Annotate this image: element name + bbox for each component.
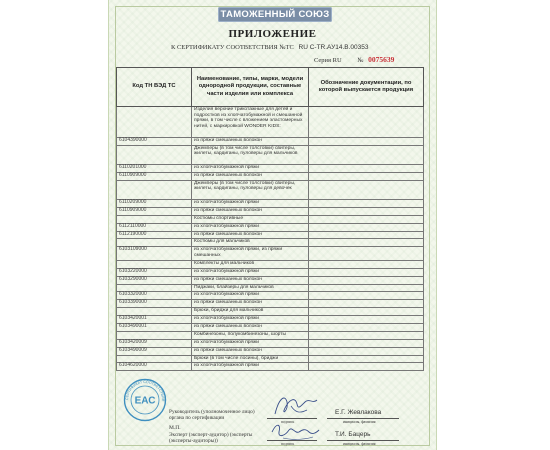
row-product-name: Комплекты для мальчиков — [192, 260, 309, 268]
row-documentation — [309, 300, 424, 308]
head-signature — [271, 392, 321, 420]
series-label: Серия RU — [314, 57, 342, 64]
row-code — [117, 107, 192, 138]
table-row — [117, 172, 424, 180]
row-product-name: из пряжи смешанных волокон — [192, 172, 309, 180]
series-line — [314, 55, 394, 64]
row-documentation — [309, 207, 424, 215]
row-documentation — [309, 363, 424, 371]
table-row — [117, 355, 424, 363]
table-row — [117, 145, 424, 164]
seal-center-text: ЕАС — [134, 395, 156, 407]
row-code: 6103290000 — [117, 276, 192, 284]
row-product-name: из пряжи смешанных волокон — [192, 347, 309, 355]
certificate-number: RU C-TR.АУ14.В.00353 — [298, 44, 369, 51]
row-code: 6103490001 — [117, 324, 192, 332]
customs-union-banner: ТАМОЖЕННЫЙ СОЮЗ — [218, 7, 332, 22]
row-code: 6103420009 — [117, 339, 192, 347]
seal-ring-text: СЕРТИФИКАТ СООТВЕТСТВИЯ — [124, 379, 166, 402]
row-product-name: из хлопчатобумажной пряжи — [192, 363, 309, 371]
row-documentation — [309, 284, 424, 292]
row-code: 6104390000 — [117, 137, 192, 145]
row-code: 6104620000 — [117, 363, 192, 371]
table-row — [117, 215, 424, 223]
row-documentation — [309, 172, 424, 180]
table-row — [117, 324, 424, 332]
table-row — [117, 231, 424, 239]
row-code: 6103420001 — [117, 316, 192, 324]
head-name-caption: инициалы, фамилия — [343, 420, 376, 424]
table-row — [117, 180, 424, 199]
table-row — [117, 137, 424, 145]
row-product-name: Пиджаки, блайзеры для мальчиков — [192, 284, 309, 292]
row-documentation — [309, 231, 424, 239]
row-product-name: Костюмы для мальчиков — [192, 239, 309, 247]
table-row — [117, 239, 424, 247]
row-product-name: из хлопчатобумажной пряжи — [192, 316, 309, 324]
table-row — [117, 164, 424, 172]
table-row — [117, 107, 424, 138]
table-row — [117, 207, 424, 215]
row-code: 6103109000 — [117, 247, 192, 261]
table-row — [117, 276, 424, 284]
table-row — [117, 363, 424, 371]
row-product-name: из хлопчатобумажной пряжи — [192, 164, 309, 172]
row-documentation — [309, 107, 424, 138]
head-signature-caption: подпись — [281, 420, 295, 424]
row-documentation — [309, 239, 424, 247]
row-product-name: из хлопчатобумажной пряжи — [192, 223, 309, 231]
table-header-row — [117, 68, 424, 107]
table-row — [117, 260, 424, 268]
row-documentation — [309, 331, 424, 339]
row-product-name: из хлопчатобумажной пряжи — [192, 199, 309, 207]
header-doc: Обозначение документации, по которой выпускается продукция — [309, 68, 424, 107]
row-documentation — [309, 164, 424, 172]
row-product-name: из пряжи смешанных волокон — [192, 300, 309, 308]
row-code: 6103490009 — [117, 347, 192, 355]
row-product-name: Джемперы (в том числе толстовки) свитеры, жилеты, кардиганы, пуловеры для девочек — [192, 180, 309, 199]
row-product-name: из пряжи смешанных волокон — [192, 324, 309, 332]
row-documentation — [309, 268, 424, 276]
row-code — [117, 180, 192, 199]
row-product-name: из хлопчатобумажной пряжи — [192, 339, 309, 347]
table-row — [117, 347, 424, 355]
expert-signature-caption: подпись — [281, 442, 295, 446]
eac-seal — [123, 378, 167, 422]
row-documentation — [309, 223, 424, 231]
row-documentation — [309, 292, 424, 300]
table-row — [117, 316, 424, 324]
row-code: 6103220000 — [117, 268, 192, 276]
row-code: 6103320000 — [117, 292, 192, 300]
table-row — [117, 223, 424, 231]
head-name: Е.Г. Жевлакова — [335, 409, 382, 416]
row-code: 6103390000 — [117, 300, 192, 308]
expert-name-caption: инициалы, фамилия — [343, 442, 376, 446]
table-row — [117, 199, 424, 207]
products-table — [116, 67, 424, 371]
row-documentation — [309, 316, 424, 324]
row-documentation — [309, 324, 424, 332]
table-row — [117, 247, 424, 261]
row-product-name: из пряжи смешанных волокон — [192, 137, 309, 145]
row-documentation — [309, 215, 424, 223]
row-product-name: из хлопчатобумажной пряжи — [192, 292, 309, 300]
row-product-name: Изделия верхние трикотажные для детей и подростков из хлопчатобумажной и смешанной пряжи, в том числе с вложением эластомерных нитей, с маркировкой WONDER KIDS: — [192, 107, 309, 138]
row-documentation — [309, 137, 424, 145]
row-documentation — [309, 355, 424, 363]
row-product-name: Комбинезоны, полукомбинезоны, шорты — [192, 331, 309, 339]
header-name: Наименование, типы, марки, модели однородной продукции, составные части изделия или комплекса — [192, 68, 309, 107]
row-product-name: Брюки (в том числе лосины), бриджи — [192, 355, 309, 363]
table-row — [117, 308, 424, 316]
row-documentation — [309, 145, 424, 164]
row-documentation — [309, 308, 424, 316]
row-documentation — [309, 276, 424, 284]
certificate-page — [108, 0, 437, 450]
certificate-prefix: К СЕРТИФИКАТУ СООТВЕТСТВИЯ №ТС — [171, 44, 294, 51]
row-product-name: Джемперы (в том числе толстовки) свитеры, жилеты, кардиганы, пуловеры для мальчиков — [192, 145, 309, 164]
stamp-place-label: М.П. — [169, 425, 181, 431]
table-row — [117, 292, 424, 300]
row-product-name: Костюмы спортивные — [192, 215, 309, 223]
header-code: Код ТН ВЭД ТС — [117, 68, 192, 107]
row-code: 6110909000 — [117, 172, 192, 180]
table-row — [117, 268, 424, 276]
appendix-heading: ПРИЛОЖЕНИЕ — [228, 28, 317, 40]
row-code: 6110201000 — [117, 164, 192, 172]
table-body — [117, 107, 424, 371]
row-product-name: из хлопчатобумажной пряжи — [192, 268, 309, 276]
table-row — [117, 284, 424, 292]
row-documentation — [309, 339, 424, 347]
row-code: 6110209000 — [117, 199, 192, 207]
row-product-name: из хлопчатобумажной пряжи, из пряжи смешанных — [192, 247, 309, 261]
row-documentation — [309, 180, 424, 199]
row-code: 6112110000 — [117, 223, 192, 231]
row-documentation — [309, 260, 424, 268]
expert-name: Т.И. Бацерь — [335, 431, 371, 438]
series-no-label: № — [357, 57, 364, 64]
row-documentation — [309, 347, 424, 355]
row-product-name: из пряжи смешанных волокон — [192, 207, 309, 215]
table-row — [117, 339, 424, 347]
row-code: 6112190000 — [117, 231, 192, 239]
row-code — [117, 145, 192, 164]
row-code: 6110909000 — [117, 207, 192, 215]
certificate-line — [171, 44, 368, 51]
series-number: 0075639 — [368, 55, 395, 64]
row-documentation — [309, 199, 424, 207]
table-row — [117, 300, 424, 308]
row-documentation — [309, 247, 424, 261]
row-product-name: из пряжи смешанных волокон — [192, 231, 309, 239]
table-row — [117, 331, 424, 339]
head-label: Руководитель (уполномоченное лицо) органа по сертификации — [169, 409, 255, 422]
row-product-name: из пряжи смешанных волокон — [192, 276, 309, 284]
expert-label: Эксперт (эксперт-аудитор) (эксперты (эксперты-аудиторы)) — [169, 432, 253, 445]
expert-signature — [269, 418, 321, 442]
row-product-name: Брюки, бриджи для мальчиков — [192, 308, 309, 316]
row-code — [117, 215, 192, 223]
